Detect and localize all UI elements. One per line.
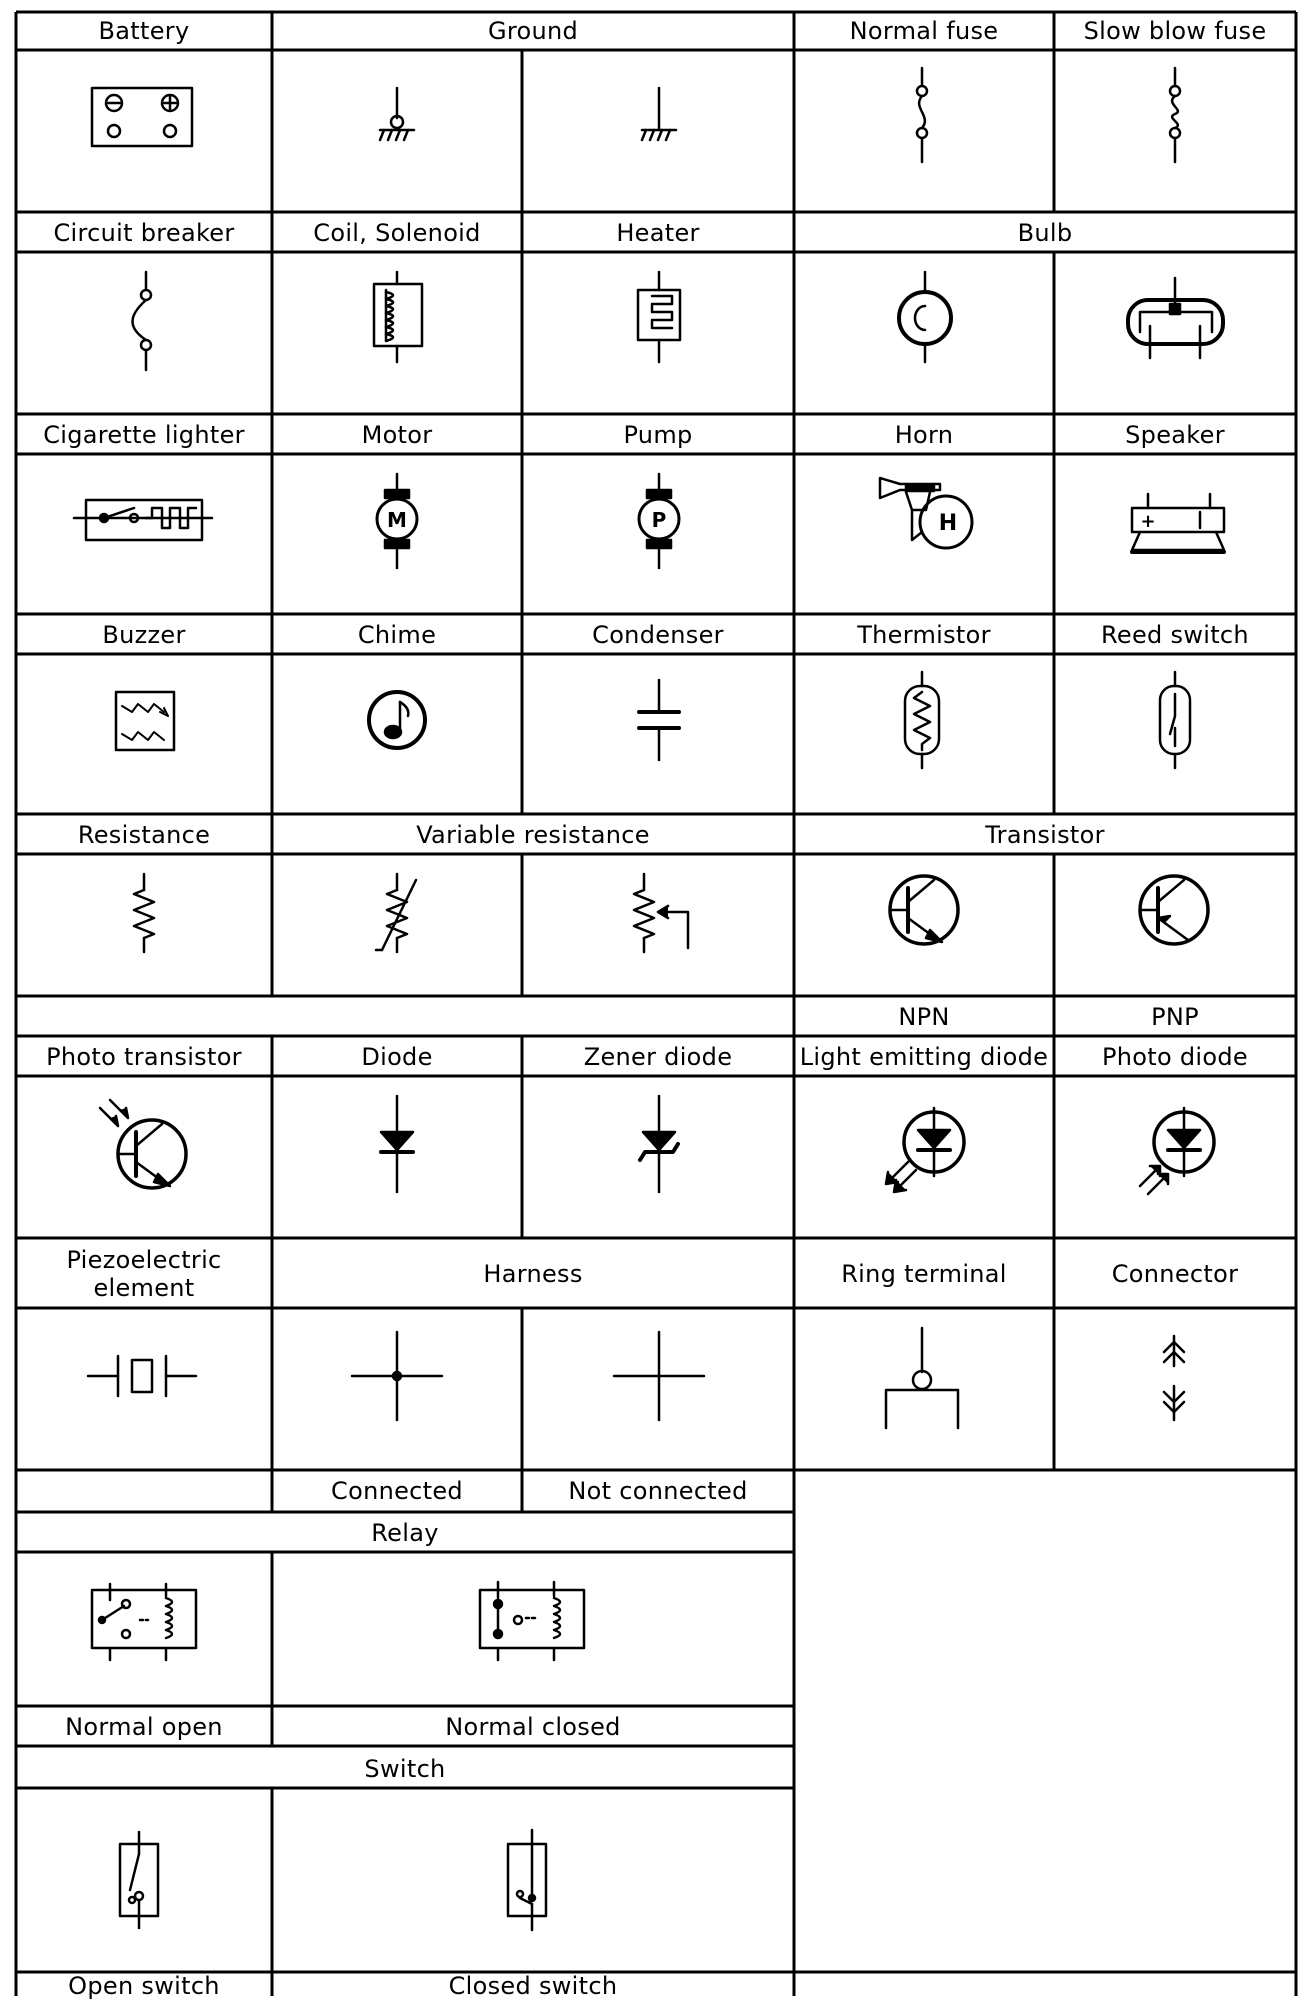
reed-switch-symbol [1160, 672, 1190, 768]
label-not-connected: Not connected [568, 1477, 748, 1505]
label-circuit-breaker: Circuit breaker [53, 219, 235, 247]
label-switch: Switch [364, 1755, 446, 1783]
pump-letter: P [651, 508, 667, 532]
label-horn: Horn [894, 421, 954, 449]
diode-symbol [381, 1096, 413, 1192]
harness-not-connected-symbol [614, 1332, 704, 1420]
cigarette-lighter-symbol [74, 500, 212, 540]
label-pump: Pump [623, 421, 693, 449]
label-reed-switch: Reed switch [1101, 621, 1249, 649]
thermistor-symbol [905, 672, 939, 768]
bulb-double-filament-symbol [1128, 278, 1223, 358]
zener-diode-symbol [640, 1096, 678, 1192]
relay-normal-open-symbol [92, 1584, 196, 1660]
speaker-plus-sign: + [1140, 511, 1156, 532]
variable-resistance-symbol [376, 874, 416, 952]
label-connector: Connector [1111, 1260, 1239, 1288]
label-piezoelectric-element: Piezoelectric element [66, 1246, 222, 1302]
label-cigarette-lighter: Cigarette lighter [43, 421, 245, 449]
label-coil-solenoid: Coil, Solenoid [313, 219, 481, 247]
closed-switch-symbol [508, 1830, 546, 1930]
label-harness: Harness [483, 1260, 583, 1288]
label-ground: Ground [487, 17, 579, 45]
piezoelectric-element-symbol [88, 1356, 196, 1396]
label-buzzer: Buzzer [102, 621, 186, 649]
condenser-symbol [639, 680, 679, 760]
label-diode: Diode [361, 1043, 433, 1071]
label-speaker: Speaker [1125, 421, 1225, 449]
label-normal-open: Normal open [65, 1713, 223, 1741]
label-npn: NPN [898, 1003, 950, 1031]
ground-earth-symbol [642, 88, 676, 140]
label-light-emitting-diode: Light emitting diode [799, 1043, 1049, 1071]
chime-symbol [369, 692, 425, 748]
label-relay: Relay [371, 1519, 439, 1547]
connector-symbol [1164, 1336, 1184, 1420]
label-closed-switch: Closed switch [448, 1972, 618, 2000]
label-photo-transistor: Photo transistor [46, 1043, 242, 1071]
label-pnp: PNP [1151, 1003, 1199, 1031]
label-bulb: Bulb [1017, 219, 1073, 247]
battery-symbol [92, 88, 192, 146]
circuit-breaker-symbol [133, 272, 152, 370]
pnp-transistor-symbol [1140, 876, 1208, 944]
table-borders [16, 12, 1296, 2000]
label-normal-fuse: Normal fuse [849, 17, 999, 45]
normal-fuse-symbol [917, 68, 927, 162]
heater-symbol [638, 272, 680, 362]
label-slow-blow-fuse: Slow blow fuse [1083, 17, 1267, 45]
open-switch-symbol [120, 1832, 158, 1928]
slow-blow-fuse-symbol [1170, 68, 1180, 162]
label-condenser: Condenser [592, 621, 724, 649]
label-chime: Chime [357, 621, 437, 649]
resistance-symbol [134, 874, 154, 952]
ring-terminal-symbol [886, 1328, 958, 1428]
motor-letter: M [387, 508, 407, 532]
label-photo-diode: Photo diode [1102, 1043, 1248, 1071]
label-variable-resistance: Variable resistance [416, 821, 650, 849]
label-ring-terminal: Ring terminal [841, 1260, 1007, 1288]
npn-transistor-symbol [890, 876, 958, 944]
horn-symbol [880, 478, 972, 548]
light-emitting-diode-symbol [886, 1108, 964, 1192]
label-heater: Heater [616, 219, 700, 247]
ground-chassis-symbol [380, 88, 414, 140]
horn-letter: H [938, 511, 958, 536]
bulb-round-symbol [899, 272, 951, 362]
label-open-switch: Open switch [68, 1972, 220, 2000]
label-battery: Battery [98, 17, 190, 45]
photo-diode-symbol [1140, 1108, 1214, 1194]
label-motor: Motor [361, 421, 433, 449]
label-zener-diode: Zener diode [583, 1043, 733, 1071]
label-transistor: Transistor [985, 821, 1105, 849]
relay-normal-closed-symbol [480, 1582, 584, 1660]
label-connected: Connected [331, 1477, 463, 1505]
photo-transistor-symbol [100, 1100, 186, 1188]
label-normal-closed: Normal closed [445, 1713, 621, 1741]
label-thermistor: Thermistor [857, 621, 991, 649]
buzzer-symbol [116, 692, 174, 750]
label-resistance: Resistance [77, 821, 211, 849]
harness-connected-symbol [352, 1332, 442, 1420]
potentiometer-symbol [634, 874, 688, 952]
coil-solenoid-symbol [374, 272, 422, 362]
